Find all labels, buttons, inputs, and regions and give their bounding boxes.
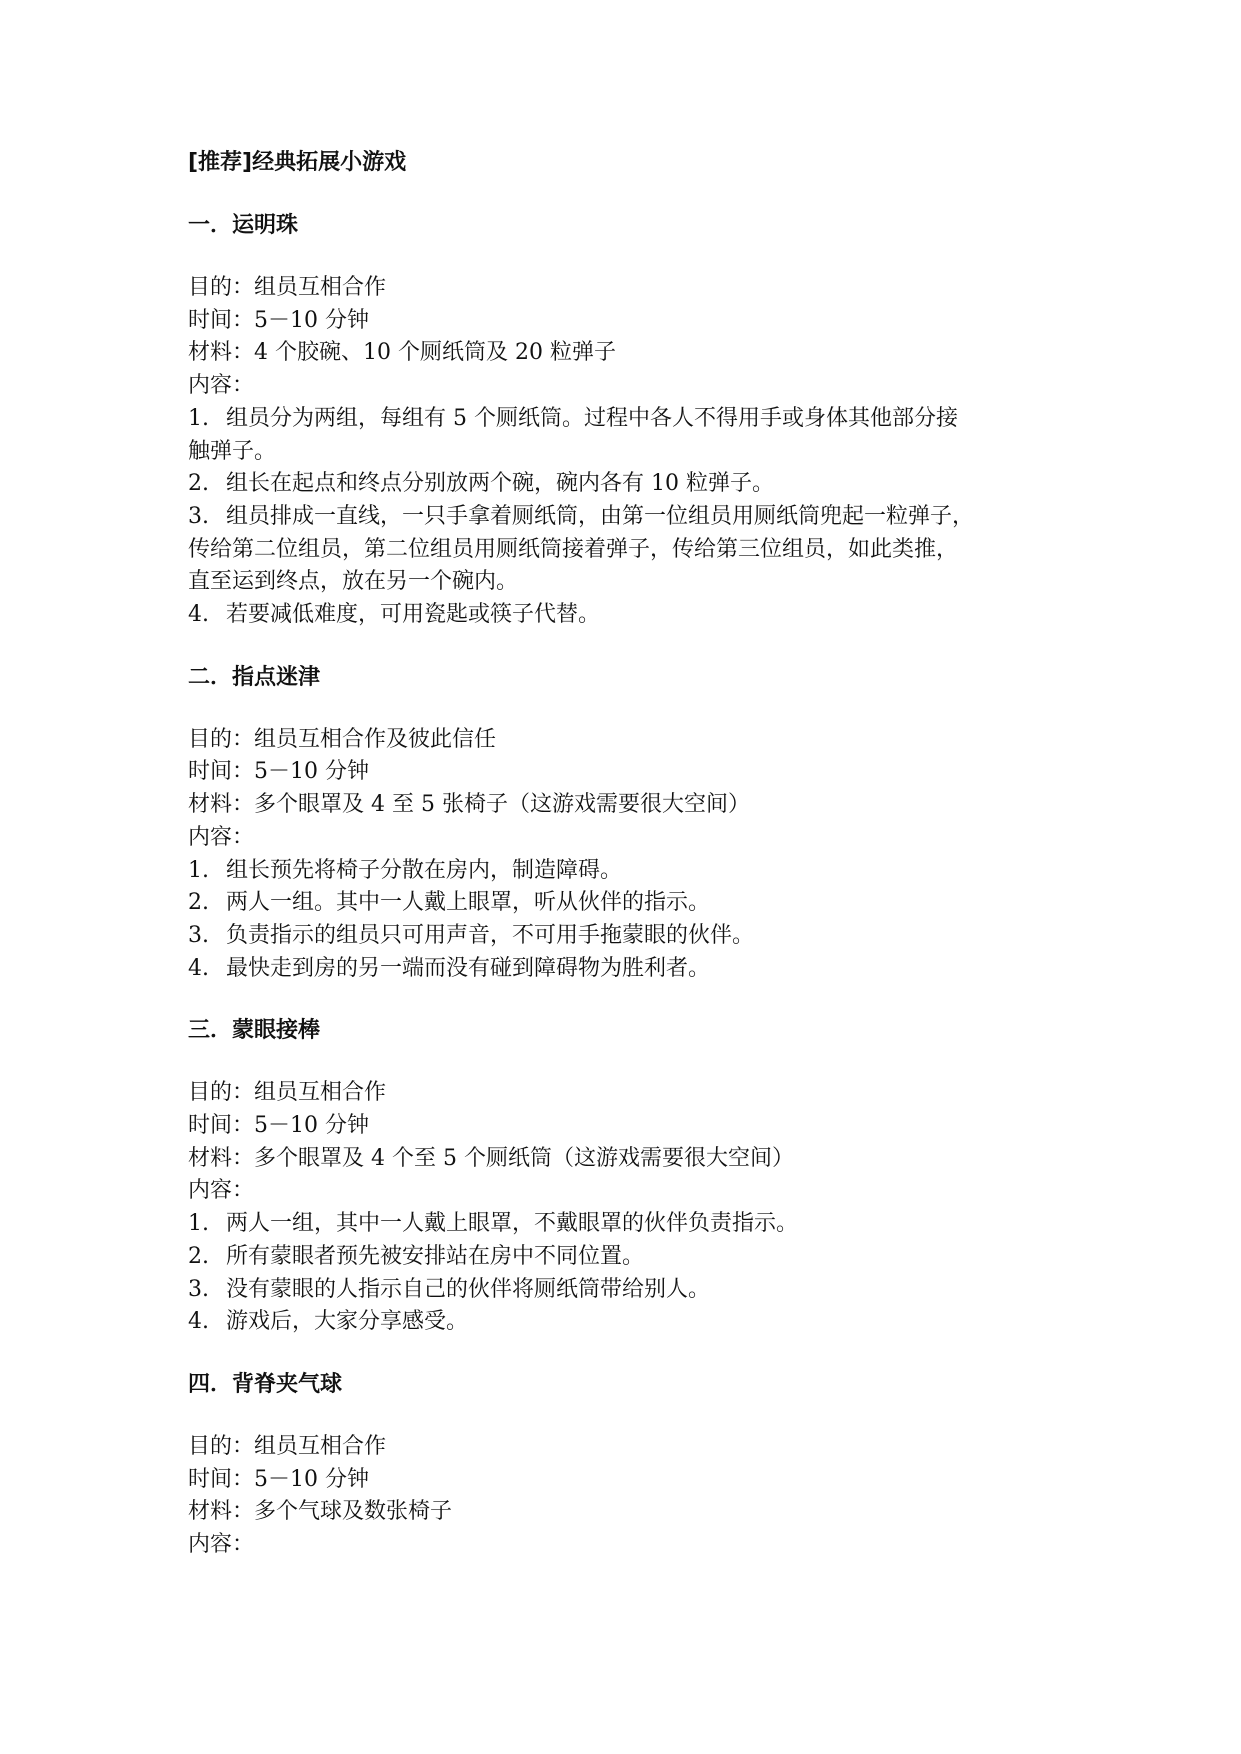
- list-item-text: 没有蒙眼的人指示自己的伙伴将厕纸筒带给别人。: [226, 1276, 711, 1302]
- list-item-text: 触弹子。: [188, 438, 277, 464]
- list-item: [188, 1241, 1088, 1274]
- list-item: [188, 855, 1088, 888]
- list-item-text: 两人一组，其中一人戴上眼罩，不戴眼罩的伙伴负责指示。: [226, 1211, 799, 1237]
- game-section: [188, 661, 1088, 986]
- section-purpose: 目的：组员互相合作: [188, 275, 387, 300]
- list-item-text: 两人一组。其中一人戴上眼罩，听从伙伴的指示。: [226, 890, 711, 916]
- list-item-number: 3.: [188, 503, 209, 529]
- list-item-text: 游戏后，大家分享感受。: [226, 1309, 469, 1335]
- list-item-number: 3.: [188, 1276, 209, 1302]
- list-item-number: 4.: [188, 1309, 209, 1335]
- section-heading: 一．运明珠: [188, 213, 299, 238]
- list-item-number: 2.: [188, 471, 209, 497]
- list-item: [188, 599, 1088, 632]
- section-time: 时间：5－10 分钟: [188, 759, 369, 785]
- section-materials: 材料：4 个胶碗、10 个厕纸筒及 20 粒弹子: [188, 340, 616, 366]
- game-section: [188, 1014, 1088, 1339]
- section-content-label: 内容：: [188, 824, 255, 850]
- sections-container: [188, 209, 1088, 1562]
- section-content-label: 内容：: [188, 1532, 255, 1558]
- document-title: [推荐]经典拓展小游戏: [188, 150, 407, 175]
- list-item: [188, 468, 1088, 501]
- section-purpose: 目的：组员互相合作: [188, 1433, 387, 1459]
- list-item: [188, 920, 1088, 953]
- section-content-label: 内容：: [188, 1178, 255, 1204]
- list-item-number: 4.: [188, 602, 209, 628]
- list-item-number: 4.: [188, 955, 209, 981]
- list-item: [188, 534, 1088, 567]
- section-heading: 三．蒙眼接棒: [188, 1018, 321, 1044]
- list-item-text: 最快走到房的另一端而没有碰到障碍物为胜利者。: [226, 955, 711, 981]
- game-section: [188, 209, 1088, 632]
- section-time: 时间：5－10 分钟: [188, 1113, 369, 1139]
- list-item: [188, 566, 1088, 599]
- list-item-number: 1.: [188, 405, 209, 431]
- section-content-label: 内容：: [188, 373, 255, 399]
- list-item-number: 2.: [188, 1243, 209, 1269]
- list-item-text: 若要减低难度，可用瓷匙或筷子代替。: [226, 602, 601, 628]
- list-item-text: 组员分为两组，每组有 5 个厕纸筒。过程中各人不得用手或身体其他部分接: [226, 405, 958, 431]
- section-time: 时间：5－10 分钟: [188, 1466, 369, 1492]
- section-purpose: 目的：组员互相合作及彼此信任: [188, 726, 497, 752]
- list-item-text: 直至运到终点，放在另一个碗内。: [188, 569, 519, 595]
- list-item: [188, 436, 1088, 469]
- list-item: [188, 953, 1088, 986]
- list-item: [188, 1208, 1088, 1241]
- list-item: [188, 887, 1088, 920]
- list-item: [188, 501, 1088, 534]
- section-materials: 材料：多个眼罩及 4 至 5 张椅子（这游戏需要很大空间）: [188, 792, 750, 818]
- section-heading: 二．指点迷津: [188, 664, 321, 690]
- list-item: [188, 1274, 1088, 1307]
- section-heading: 四．背脊夹气球: [188, 1371, 343, 1397]
- list-item: [188, 1306, 1088, 1339]
- list-item-text: 组长预先将椅子分散在房内，制造障碍。: [226, 857, 623, 883]
- list-item-number: 2.: [188, 890, 209, 916]
- section-materials: 材料：多个眼罩及 4 个至 5 个厕纸筒（这游戏需要很大空间）: [188, 1145, 794, 1171]
- section-purpose: 目的：组员互相合作: [188, 1080, 387, 1106]
- section-time: 时间：5－10 分钟: [188, 307, 369, 333]
- list-item-text: 负责指示的组员只可用声音，不可用手拖蒙眼的伙伴。: [226, 922, 755, 948]
- list-item: [188, 403, 1088, 436]
- list-item-text: 所有蒙眼者预先被安排站在房中不同位置。: [226, 1243, 645, 1269]
- list-item-number: 3.: [188, 922, 209, 948]
- list-item-text: 组员排成一直线，一只手拿着厕纸筒，由第一位组员用厕纸筒兜起一粒弹子，: [226, 503, 975, 529]
- document-body: [188, 146, 1088, 1562]
- list-item-text: 传给第二位组员，第二位组员用厕纸筒接着弹子，传给第三位组员，如此类推，: [188, 536, 959, 562]
- list-item-number: 1.: [188, 857, 209, 883]
- list-item-text: 组长在起点和终点分别放两个碗，碗内各有 10 粒弹子。: [226, 471, 774, 497]
- section-materials: 材料：多个气球及数张椅子: [188, 1499, 453, 1525]
- list-item-number: 1.: [188, 1211, 209, 1237]
- game-section: [188, 1368, 1088, 1562]
